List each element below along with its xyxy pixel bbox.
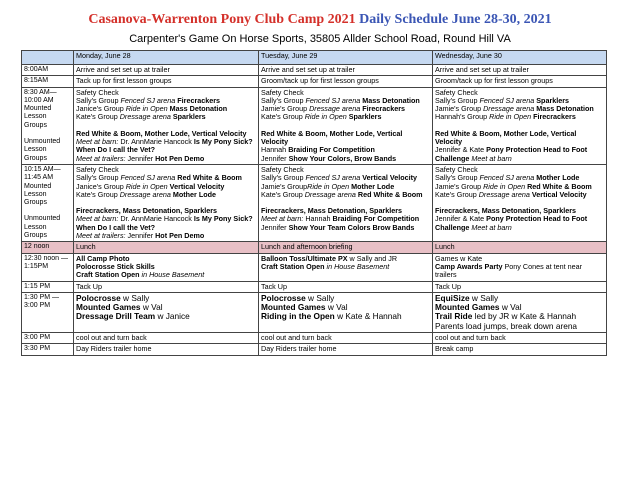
schedule-cell: Tack up for first lesson groups (74, 76, 259, 87)
table-row (22, 76, 607, 87)
page-subtitle: Carpenter's Game On Horse Sports, 35805 Allder School Road, Round Hill VA (129, 33, 511, 45)
day-header-monday: Monday, June 28 (74, 51, 259, 65)
table-row (22, 333, 607, 344)
day-header-wednesday: Wednesday, June 30 (433, 51, 607, 65)
schedule-cell: Groom/tack up for first lesson groups (259, 76, 433, 87)
day-header-tuesday: Tuesday, June 29 (259, 51, 433, 65)
title-camp-name: Casanova-Warrenton Pony Club Camp 2021 (88, 12, 356, 27)
time-cell: 1:30 PM — 3:00 PM (22, 292, 74, 332)
table-row (22, 164, 607, 241)
schedule-cell: Games w Kate Camp Awards Party Pony Cones at tent near trailers (433, 253, 607, 281)
time-cell: 1:15 PM (22, 281, 74, 292)
schedule-cell: Arrive and set set up at trailer (74, 65, 259, 76)
schedule-cell: cool out and turn back (433, 333, 607, 344)
schedule-cell: Polocrosse w Sally Mounted Games w Val Riding in the Open w Kate & Hannah (259, 292, 433, 332)
schedule-cell: Tack Up (433, 281, 607, 292)
time-cell: 8:00AM (22, 65, 74, 76)
schedule-cell: Safety Check Sally's Group Fenced SJ arena Firecrackers Janice's Group Ride in Open Mass Detonation Kate's Group Dressage arena Sparklers Red White & Boom, Mother Lode, Vertical Velocity Meet at barn: Dr. AnnMarie Hancock Is My Pony Sick? When Do I call the Vet? Meet at trailers: Jennifer Hot Pen Demo (74, 87, 259, 164)
schedule-cell: Safety Check Sally's Group Fenced SJ arena Sparklers Jamie's Group Dressage arena Mass Detonation Hannah's Group Ride in Open Firecrackers Red White & Boom, Mother Lode, Vertical Velocity Jennifer & Kate Pony Protection Head to Foot Challenge Meet at barn (433, 87, 607, 164)
schedule-cell: Arrive and set set up at trailer (259, 65, 433, 76)
schedule-cell: Safety Check Sally's Group Fenced SJ arena Mother Lode Jamie's Group Ride in Open Red White & Boom Kate's Group Dressage arena Vertical Velocity Firecrackers, Mass Detonation, Sparklers Jennifer & Kate Pony Protection Head to Foot Challenge Meet at barn (433, 164, 607, 241)
time-cell: 8:15AM (22, 76, 74, 87)
time-cell: 3:30 PM (22, 344, 74, 355)
schedule-table (21, 50, 607, 356)
table-row-lunch (22, 242, 607, 253)
time-cell: 10:15 AM—11:45 AM Mounted Lesson Groups Unmounted Lesson Groups (22, 164, 74, 241)
schedule-cell: Groom/tack up for first lesson groups (433, 76, 607, 87)
header-row (22, 51, 607, 65)
schedule-cell: Safety Check Sally's Group Fenced SJ arena Vertical Velocity Jamie's GroupRide in Open Mother Lode Kate's Group Dressage arena Red White & Boom Firecrackers, Mass Detonation, Sparklers Meet at barn: Hannah Braiding For Competition Jennifer Show Your Team Colors Brow Bands (259, 164, 433, 241)
schedule-cell: EquiSize w Sally Mounted Games w Val Trail Ride led by JR w Kate & Hannah Parents load jumps, break down arena (433, 292, 607, 332)
schedule-cell: cool out and turn back (74, 333, 259, 344)
time-cell: 12 noon (22, 242, 74, 253)
table-row (22, 253, 607, 281)
time-cell: 8:30 AM—10:00 AM Mounted Lesson Groups Unmounted Lesson Groups (22, 87, 74, 164)
time-cell: 12:30 noon —1:15PM (22, 253, 74, 281)
table-row (22, 292, 607, 332)
schedule-cell: Day Riders trailer home (74, 344, 259, 355)
time-cell: 3:00 PM (22, 333, 74, 344)
schedule-cell: Polocrosse w Sally Mounted Games w Val Dressage Drill Team w Janice (74, 292, 259, 332)
schedule-cell: Lunch (74, 242, 259, 253)
time-header-cell (22, 51, 74, 65)
schedule-cell: Break camp (433, 344, 607, 355)
schedule-cell: All Camp Photo Polocrosse Stick Skills Craft Station Open in House Basement (74, 253, 259, 281)
table-row (22, 281, 607, 292)
schedule-cell: cool out and turn back (259, 333, 433, 344)
page-title (0, 12, 640, 28)
schedule-cell: Arrive and set set up at trailer (433, 65, 607, 76)
title-schedule-dates: Daily Schedule June 28-30, 2021 (359, 12, 552, 27)
table-row (22, 65, 607, 76)
schedule-cell: Safety Check Sally's Group Fenced SJ arena Red White & Boom Janice's Group Ride in Open Vertical Velocity Kate's Group Dressage arena Mother Lode Firecrackers, Mass Detonation, Sparklers Meet at barn: Dr. AnnMarie Hancock Is My Pony Sick? When Do I call the Vet? Meet at trailers: Jennifer Hot Pen Demo (74, 164, 259, 241)
schedule-cell: Lunch (433, 242, 607, 253)
table-row (22, 344, 607, 355)
table-row (22, 87, 607, 164)
schedule-cell: Day Riders trailer home (259, 344, 433, 355)
schedule-cell: Tack Up (259, 281, 433, 292)
schedule-cell: Tack Up (74, 281, 259, 292)
schedule-cell: Lunch and afternoon briefing (259, 242, 433, 253)
schedule-cell: Balloon Toss/Ultimate PX w Sally and JR Craft Station Open in House Basement (259, 253, 433, 281)
schedule-cell: Safety Check Sally's Group Fenced SJ arena Mass Detonation Jamie's Group Dressage arena Firecrackers Kate's Group Ride in Open Sparklers Red White & Boom, Mother Lode, Vertical Velocity Hannah Braiding For Competition Jennifer Show Your Colors, Brow Bands (259, 87, 433, 164)
